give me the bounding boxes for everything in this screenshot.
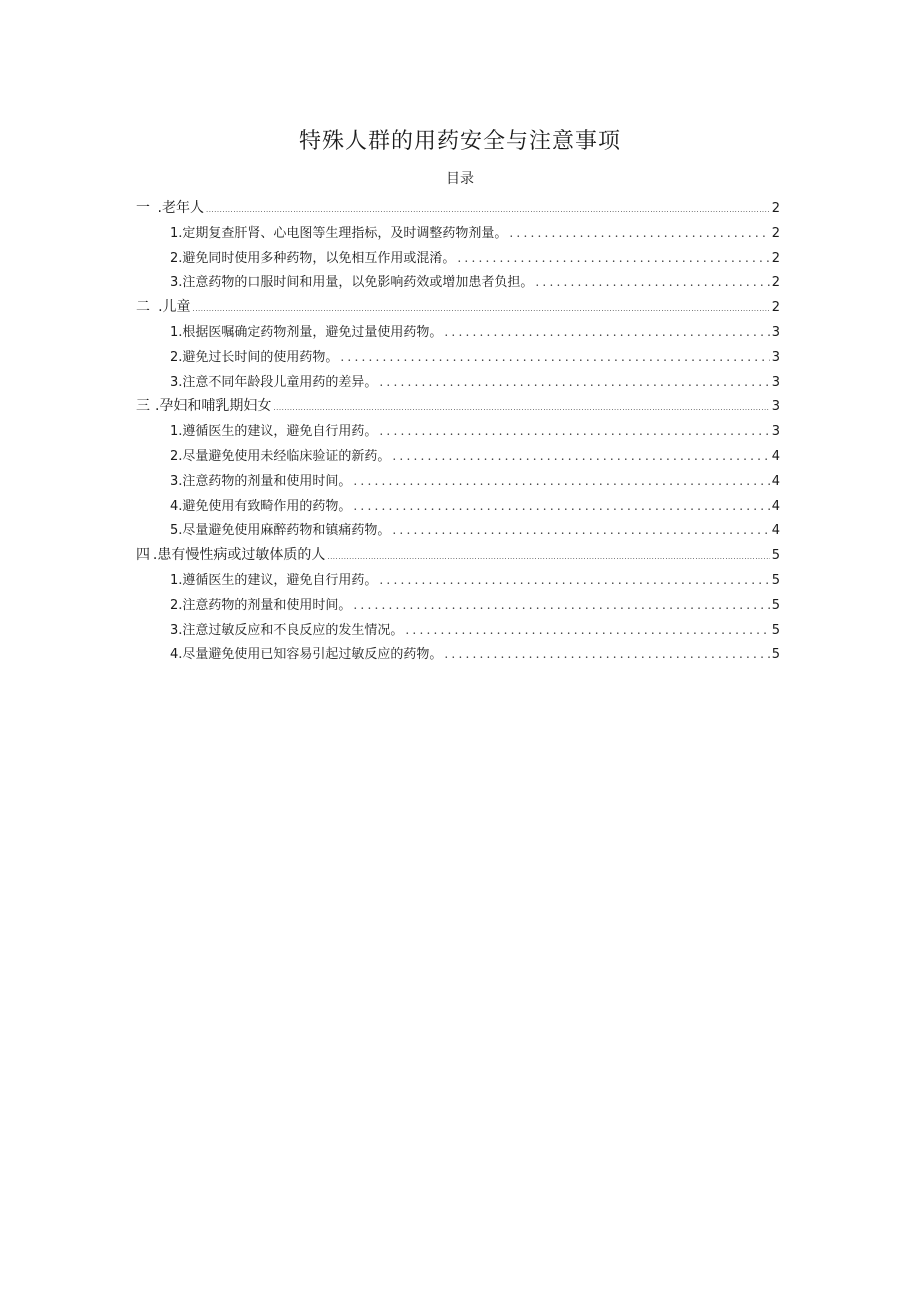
- toc-entry-subsection[interactable]: [136, 618, 780, 643]
- toc-entry-number: 二: [136, 299, 150, 316]
- toc-entry-page: 5: [771, 647, 780, 663]
- dot-leader: [392, 444, 769, 469]
- toc-entry-text: .定期复查肝肾、心电图等生理指标，及时调整药物剂量。: [178, 225, 508, 241]
- dot-leader: [206, 198, 770, 223]
- toc-entry-text: .避免过长时间的使用药物。: [178, 349, 339, 365]
- toc-entry-page: 5: [771, 597, 780, 613]
- toc-entry-text: .注意药物的剂量和使用时间。: [178, 473, 352, 489]
- dot-leader: [405, 618, 769, 643]
- toc-entry-number: 三: [136, 398, 150, 415]
- toc-entry-number: 5: [170, 523, 179, 539]
- toc-entry-page: 5: [771, 548, 780, 564]
- toc-entry-number: 2: [170, 349, 179, 365]
- toc-entry-section-2[interactable]: [136, 295, 780, 320]
- toc-entry-page: 2: [771, 225, 780, 241]
- toc-entry-text: .避免同时使用多种药物，以免相互作用或混淆。: [178, 250, 456, 266]
- toc-entry-page: 3: [771, 349, 780, 365]
- toc-entry-text: .避免使用有致畸作用的药物。: [178, 498, 352, 514]
- toc-entry-text: .遵循医生的建议，避免自行用药。: [178, 572, 378, 588]
- toc-entry-subsection[interactable]: [136, 469, 780, 494]
- toc-entry-text: .儿童: [158, 299, 191, 316]
- dot-leader: [273, 396, 769, 421]
- toc-entry-number: 一: [136, 200, 150, 216]
- dot-leader: [353, 494, 769, 519]
- toc-entry-subsection[interactable]: [136, 221, 780, 246]
- toc-entry-page: 3: [771, 374, 780, 390]
- dot-leader: [379, 370, 769, 395]
- toc-entry-section-1[interactable]: [136, 196, 780, 221]
- dot-leader: [379, 568, 769, 593]
- dot-leader: [444, 320, 769, 345]
- dot-leader: [457, 246, 769, 271]
- toc-entry-text: .老年人: [157, 200, 204, 216]
- toc-entry-number: 1: [170, 225, 179, 241]
- toc-entry-page: 5: [771, 622, 780, 638]
- toc-entry-page: 4: [771, 473, 780, 489]
- toc-entry-subsection[interactable]: [136, 568, 780, 593]
- dot-leader: [340, 345, 769, 370]
- toc-entry-subsection[interactable]: [136, 270, 780, 295]
- toc-entry-subsection[interactable]: [136, 494, 780, 519]
- dot-leader: [353, 469, 769, 494]
- toc-entry-page: 3: [771, 399, 780, 415]
- toc-entry-text: .尽量避免使用未经临床验证的新药。: [178, 448, 391, 464]
- toc-entry-number: 1: [170, 324, 179, 340]
- toc-entry-text: .根据医嘱确定药物剂量，避免过量使用药物。: [178, 324, 443, 340]
- toc-entry-number: 1: [170, 572, 179, 588]
- toc-entry-number: 1: [170, 424, 179, 440]
- toc-entry-page: 3: [771, 324, 780, 340]
- toc-entry-text: .注意不同年龄段儿童用药的差异。: [178, 374, 378, 390]
- toc-entry-page: 2: [771, 250, 780, 266]
- dot-leader: [444, 642, 769, 667]
- toc-entry-section-3[interactable]: [136, 394, 780, 419]
- toc-entry-text: .患有慢性病或过敏体质的人: [152, 547, 326, 564]
- toc-entry-subsection[interactable]: [136, 320, 780, 345]
- toc-entry-page: 4: [771, 498, 780, 514]
- toc-entry-subsection[interactable]: [136, 345, 780, 370]
- toc-entry-text: .注意过敏反应和不良反应的发生情况。: [178, 622, 404, 638]
- dot-leader: [193, 297, 770, 322]
- toc-entry-section-4[interactable]: [136, 543, 780, 568]
- toc-entry-page: 4: [771, 448, 780, 464]
- toc-entry-page: 3: [771, 424, 780, 440]
- toc-entry-number: 4: [170, 498, 179, 514]
- dot-leader: [327, 545, 769, 570]
- toc-entry-page: 2: [771, 275, 780, 291]
- toc-entry-page: 5: [771, 572, 780, 588]
- toc-entry-number: 2: [170, 250, 179, 266]
- toc-entry-number: 3: [170, 473, 179, 489]
- toc-entry-subsection[interactable]: [136, 642, 780, 667]
- dot-leader: [392, 518, 769, 543]
- dot-leader: [379, 419, 769, 444]
- toc-entry-page: 2: [771, 300, 780, 316]
- dot-leader: [535, 270, 769, 295]
- toc-entry-subsection[interactable]: [136, 593, 780, 618]
- toc-entry-text: .孕妇和哺乳期妇女: [154, 398, 272, 415]
- toc-entry-number: 3: [170, 374, 179, 390]
- toc-entry-page: 4: [771, 523, 780, 539]
- toc-entry-text: .遵循医生的建议，避免自行用药。: [178, 424, 378, 440]
- toc-entry-number: 3: [170, 275, 179, 291]
- toc-entry-text: .注意药物的口服时间和用量，以免影响药效或增加患者负担。: [178, 275, 534, 291]
- toc-entry-subsection[interactable]: [136, 370, 780, 395]
- table-of-contents: [136, 196, 780, 667]
- toc-entry-subsection[interactable]: [136, 444, 780, 469]
- toc-entry-page: 2: [771, 201, 780, 216]
- dot-leader: [353, 593, 769, 618]
- dot-leader: [509, 221, 769, 246]
- toc-entry-subsection[interactable]: [136, 246, 780, 271]
- toc-entry-text: .尽量避免使用麻醉药物和镇痛药物。: [178, 523, 391, 539]
- toc-entry-text: .尽量避免使用已知容易引起过敏反应的药物。: [178, 647, 443, 663]
- toc-entry-number: 四: [136, 547, 150, 564]
- toc-entry-number: 2: [170, 448, 179, 464]
- toc-heading: 目录: [446, 171, 474, 187]
- toc-entry-text: .注意药物的剂量和使用时间。: [178, 597, 352, 613]
- toc-entry-number: 4: [170, 647, 179, 663]
- document-title: 特殊人群的用药安全与注意事项: [298, 129, 621, 154]
- toc-entry-number: 2: [170, 597, 179, 613]
- toc-entry-number: 3: [170, 622, 179, 638]
- toc-entry-subsection[interactable]: [136, 518, 780, 543]
- toc-entry-subsection[interactable]: [136, 419, 780, 444]
